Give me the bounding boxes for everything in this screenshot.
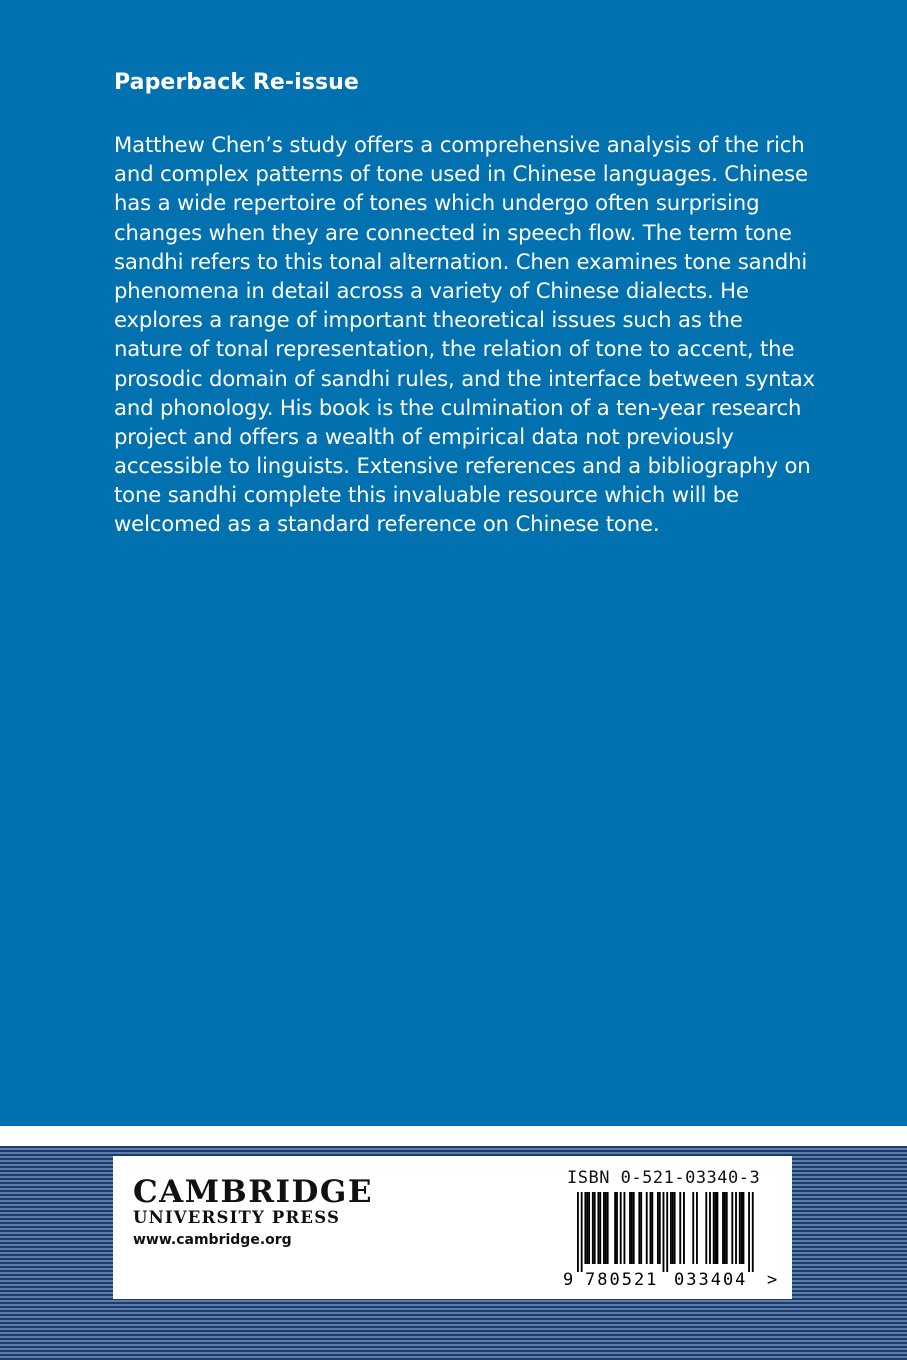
publisher-logo-name: CAMBRIDGE — [133, 1174, 373, 1210]
barcode-bar — [651, 1192, 653, 1264]
barcode-bar — [713, 1192, 715, 1264]
barcode-bar — [581, 1192, 583, 1272]
description-line: nature of tonal representation, the relation of tone to accent, the — [114, 336, 795, 362]
barcode-bar — [670, 1192, 672, 1264]
cover-heading: Paperback Re-issue — [114, 70, 359, 95]
barcode-bar — [640, 1192, 642, 1264]
barcode-lead-digit: 9 — [563, 1270, 574, 1288]
barcode-bar — [663, 1192, 665, 1272]
barcode-bar — [657, 1192, 659, 1264]
description-line: Matthew Chen’s study offers a comprehensive analysis of the rich — [114, 132, 805, 157]
barcode-left-group: 780521 — [585, 1270, 659, 1288]
description-line: changes when they are connected in speech flow. The term tone — [114, 219, 792, 245]
barcode-bar — [739, 1192, 741, 1264]
barcode-quiet-zone-mark: > — [767, 1270, 778, 1288]
barcode-bar — [717, 1192, 719, 1264]
barcode-bar — [743, 1192, 745, 1264]
barcode-bar — [696, 1192, 698, 1264]
description-line: project and offers a wealth of empirical data not previously — [114, 423, 734, 449]
barcode-bar — [594, 1192, 596, 1264]
isbn-barcode — [559, 1190, 781, 1288]
barcode-bar — [724, 1192, 726, 1264]
barcode-bar — [672, 1192, 674, 1264]
isbn-label: ISBN 0-521-03340-3 — [567, 1168, 761, 1188]
description-line: prosodic domain of sandhi rules, and the interface between syntax — [114, 365, 815, 391]
barcode-bar — [705, 1192, 707, 1264]
barcode-bar — [638, 1192, 640, 1264]
barcode-bar — [597, 1192, 599, 1264]
barcode-bar — [629, 1192, 631, 1264]
book-description — [114, 130, 815, 539]
description-line: sandhi refers to this tonal alternation. Chen examines tone sandhi — [114, 248, 808, 274]
barcode-bars — [577, 1192, 754, 1272]
barcode-bar — [692, 1192, 694, 1264]
barcode-bar — [599, 1192, 601, 1264]
barcode-bar — [650, 1192, 652, 1264]
barcode-bar — [709, 1192, 711, 1264]
barcode-bar — [646, 1192, 648, 1264]
barcode-bar — [592, 1192, 594, 1264]
barcode-bar — [584, 1192, 586, 1264]
barcode-right-group: 033404 — [674, 1270, 748, 1288]
barcode-bar — [748, 1192, 750, 1272]
publisher-website: www.cambridge.org — [133, 1232, 292, 1248]
barcode-bar — [659, 1192, 661, 1264]
description-line: has a wide repertoire of tones which undergo often surprising — [114, 190, 760, 216]
barcode-bar — [633, 1192, 635, 1264]
barcode-bar — [735, 1192, 737, 1264]
barcode-bar — [614, 1192, 616, 1264]
barcode-bar — [603, 1192, 605, 1264]
barcode-bar — [731, 1192, 733, 1264]
barcode-bar — [616, 1192, 618, 1264]
description-line: explores a range of important theoretical issues such as the — [114, 307, 743, 333]
barcode-bar — [722, 1192, 724, 1264]
barcode-bar — [674, 1192, 676, 1264]
divider-band — [0, 1126, 907, 1146]
barcode-bar — [577, 1192, 579, 1272]
description-line: tone sandhi complete this invaluable resource which will be — [114, 482, 739, 508]
barcode-bar — [631, 1192, 633, 1264]
barcode-bar — [715, 1192, 717, 1264]
barcode-bar — [588, 1192, 590, 1264]
barcode-bar — [683, 1192, 685, 1264]
publisher-logo-subtitle: UNIVERSITY PRESS — [133, 1208, 341, 1227]
description-line: accessible to linguists. Extensive references and a bibliography on — [114, 453, 811, 479]
barcode-bar — [666, 1192, 668, 1272]
barcode-bar — [726, 1192, 728, 1264]
publisher-panel — [113, 1156, 792, 1299]
description-line: and complex patterns of tone used in Chinese languages. Chinese — [114, 161, 808, 187]
barcode-bar — [607, 1192, 609, 1264]
description-line: welcomed as a standard reference on Chinese tone. — [114, 511, 660, 537]
barcode-bar — [679, 1192, 681, 1264]
barcode-bar — [586, 1192, 588, 1264]
barcode-bar — [605, 1192, 607, 1264]
description-line: and phonology. His book is the culmination of a ten-year research — [114, 394, 802, 420]
description-line: phenomena in detail across a variety of Chinese dialects. He — [114, 277, 749, 303]
barcode-bar — [620, 1192, 622, 1264]
barcode-bar — [624, 1192, 626, 1264]
barcode-bar — [741, 1192, 743, 1264]
barcode-bar — [752, 1192, 754, 1272]
